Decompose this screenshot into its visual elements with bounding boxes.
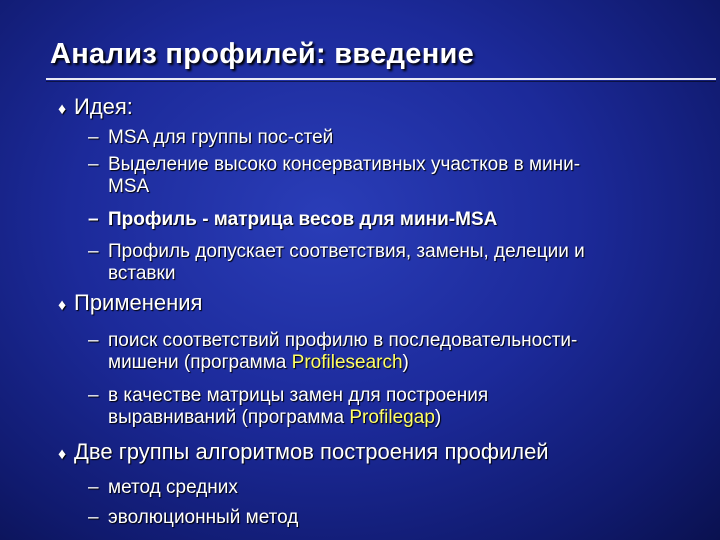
sub-bullet-text: MSA для группы пос-стей xyxy=(108,127,334,148)
diamond-bullet-icon: ♦ xyxy=(58,297,67,314)
program-name-highlight: Profilesearch xyxy=(291,352,403,373)
bullet-applications-text: Применения xyxy=(74,290,203,315)
sub-bullet-text-cont xyxy=(108,407,488,429)
bullet-applications xyxy=(58,290,202,316)
bullet-idea xyxy=(58,94,133,120)
dash-icon: – xyxy=(88,209,99,230)
sub-bullet xyxy=(88,507,298,529)
sub-bullet-text-part: мишени (программа xyxy=(108,352,292,373)
bullet-idea-text: Идея: xyxy=(74,94,133,119)
sub-bullet-text: Профиль допускает соответствия, замены, делеции и xyxy=(108,241,585,262)
dash-icon: – xyxy=(88,507,99,528)
sub-bullet-text-part: выравниваний (программа xyxy=(108,407,350,428)
sub-bullet-text-cont: MSA xyxy=(108,176,150,197)
slide-title: Анализ профилей: введение xyxy=(50,38,475,70)
sub-bullet-text-part: ) xyxy=(434,407,442,428)
dash-icon: – xyxy=(88,154,99,175)
diamond-bullet-icon: ♦ xyxy=(58,101,67,118)
sub-bullet xyxy=(88,477,238,499)
dash-icon: – xyxy=(88,241,99,262)
sub-bullet-text: Выделение высоко консервативных участков в мини- xyxy=(108,154,581,175)
bullet-two-groups xyxy=(58,439,549,465)
diamond-bullet-icon: ♦ xyxy=(58,446,67,463)
dash-icon: – xyxy=(88,330,99,351)
sub-bullet-text: метод средних xyxy=(108,477,238,498)
dash-icon: – xyxy=(88,477,99,498)
sub-bullet-text: поиск соответствий профилю в последовательности- xyxy=(108,330,578,351)
sub-bullet xyxy=(88,241,585,285)
program-name-highlight: Profilegap xyxy=(349,407,435,428)
bullet-two-groups-text: Две группы алгоритмов построения профилей xyxy=(74,439,549,464)
sub-bullet xyxy=(88,330,577,374)
sub-bullet-text-part: ) xyxy=(402,352,409,373)
sub-bullet-text-cont xyxy=(108,352,577,374)
sub-bullet-text: эволюционный метод xyxy=(108,507,299,528)
dash-icon: – xyxy=(88,385,99,406)
sub-bullet-text: Профиль - матрица весов для мини-MSA xyxy=(108,209,498,230)
sub-bullet-bold xyxy=(88,209,497,231)
sub-bullet-text: в качестве матрицы замен для построения xyxy=(108,385,489,406)
dash-icon: – xyxy=(88,127,99,148)
sub-bullet xyxy=(88,154,580,198)
sub-bullet xyxy=(88,127,333,149)
sub-bullet xyxy=(88,385,488,429)
sub-bullet-text-cont: вставки xyxy=(108,263,176,284)
